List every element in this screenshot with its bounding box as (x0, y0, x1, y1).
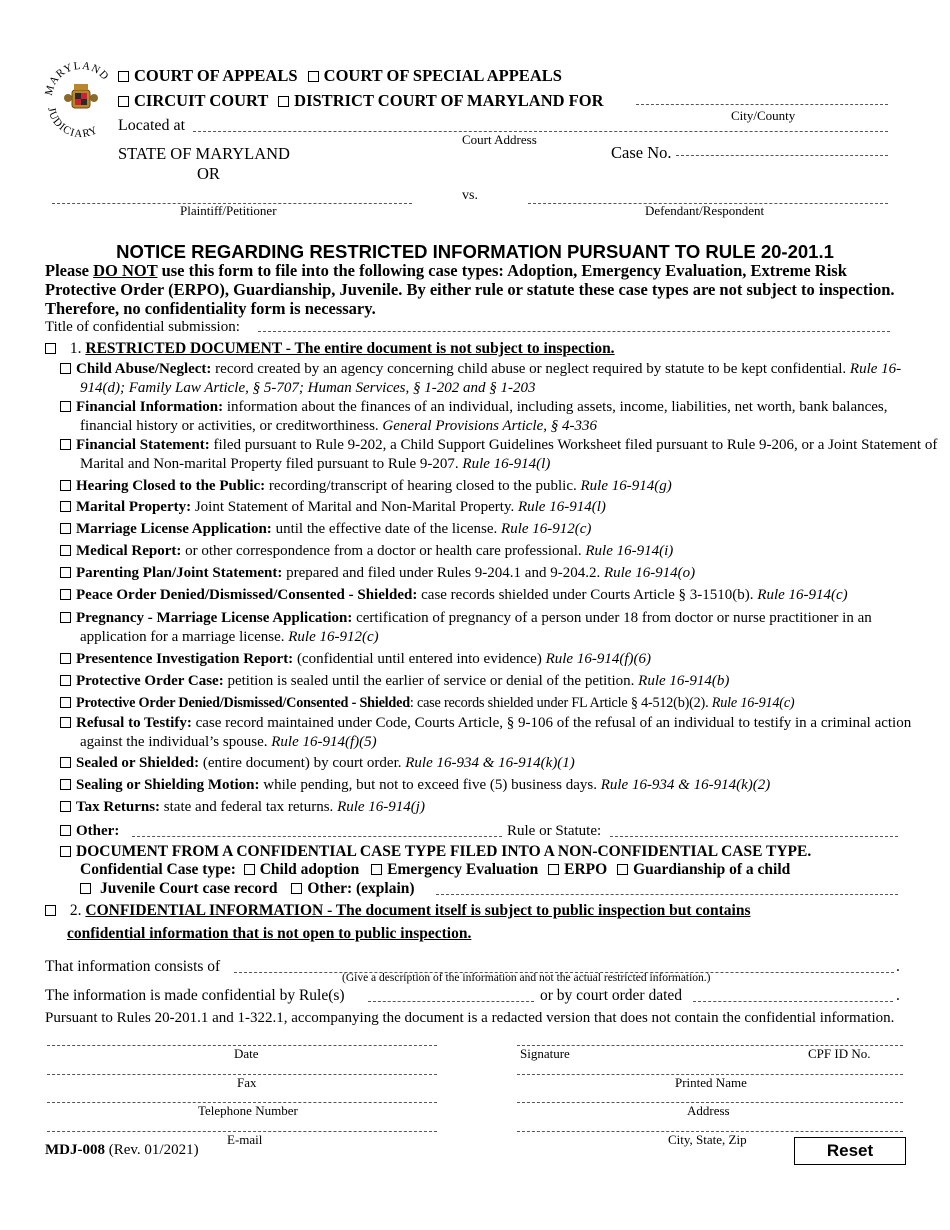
rule-or-statute-label: Rule or Statute: (507, 823, 602, 839)
vs-label: vs. (462, 188, 478, 203)
restricted-item-rule: Rule 16-914(b) (634, 673, 730, 689)
restricted-item-text: (entire document) by court order. (199, 755, 402, 771)
signature-label: Signature (520, 1046, 570, 1061)
erpo-label: ERPO (564, 861, 608, 878)
court-of-appeals-label: COURT OF APPEALS (134, 66, 298, 85)
restricted-item-rule: Rule 16-914(o) (600, 565, 696, 581)
restricted-item-text: (confidential until entered into evidence) (293, 651, 542, 667)
restricted-item-text: until the effective date of the license. (271, 521, 498, 537)
or-label: OR (197, 164, 220, 183)
notice-do-not: DO NOT (93, 261, 158, 280)
form-id-code: MDJ-008 (45, 1142, 105, 1158)
restricted-item-title: Protective Order Denied/Dismissed/Consented - Shielded (76, 695, 410, 711)
cpf-label: CPF ID No. (808, 1046, 871, 1061)
telephone-label: Telephone Number (198, 1103, 298, 1118)
restricted-item (60, 798, 940, 817)
restricted-item-checkbox[interactable] (60, 779, 71, 790)
restricted-item (60, 436, 940, 474)
case-no-label: Case No. (611, 143, 672, 162)
restricted-item-rule: Rule 16-914(i) (581, 543, 674, 559)
restricted-item-rule: Rule 16-914(l) (458, 456, 551, 472)
restricted-item-text: information about the finances of an individual, including assets, income, liabilities, net worth, bank balances, financial history or activities, or creditworthiness. (80, 399, 888, 434)
restricted-item-rule: Rule 16-912(c) (284, 629, 379, 645)
court-address-label: Court Address (462, 132, 537, 147)
made-confidential-label: The information is made confidential by Rule(s) (45, 987, 345, 1004)
title-of-submission-label: Title of confidential submission: (45, 319, 240, 335)
restricted-item-checkbox[interactable] (60, 567, 71, 578)
restricted-item (60, 498, 940, 517)
restricted-item-title: Pregnancy - Marriage License Application: (76, 610, 353, 626)
restricted-item-title: Marital Property: (76, 499, 192, 515)
restricted-item-rule: Rule 16-914(g) (576, 478, 672, 494)
restricted-item-title: Parenting Plan/Joint Statement: (76, 565, 283, 581)
court-order-date-field[interactable] (693, 1001, 893, 1002)
restricted-item-title: Child Abuse/Neglect: (76, 361, 212, 377)
restricted-item (60, 564, 940, 583)
restricted-item-title: Financial Information: (76, 399, 224, 415)
restricted-item-checkbox[interactable] (60, 675, 71, 686)
other-explain-label: Other: (explain) (307, 880, 415, 897)
restricted-item (60, 650, 940, 669)
district-court-label: DISTRICT COURT OF MARYLAND FOR (294, 91, 604, 110)
period-1: . (896, 958, 900, 975)
restricted-item (60, 776, 940, 795)
restricted-item (60, 694, 940, 713)
other-explain-checkbox[interactable] (291, 883, 302, 894)
pursuant-text: Pursuant to Rules 20-201.1 and 1-322.1, accompanying the document is a redacted version that does not contain the confidential information. (45, 1010, 895, 1026)
restricted-item (60, 754, 940, 773)
plaintiff-label: Plaintiff/Petitioner (180, 203, 277, 218)
circuit-court-label: CIRCUIT COURT (134, 91, 269, 110)
conf-case-type-row (80, 861, 790, 879)
restricted-item (60, 586, 940, 605)
court-of-special-appeals-label: COURT OF SPECIAL APPEALS (323, 66, 562, 85)
court-address-field[interactable] (193, 131, 888, 132)
restricted-item-text: state and federal tax returns. (160, 799, 334, 815)
section1-heading (45, 340, 615, 358)
located-at-label: Located at (118, 117, 186, 134)
address-label: Address (687, 1103, 730, 1118)
other-label: Other: (76, 823, 120, 839)
confidential-information-checkbox[interactable] (45, 905, 56, 916)
erpo-checkbox[interactable] (548, 864, 559, 875)
city-state-zip-label: City, State, Zip (668, 1132, 747, 1147)
emergency-evaluation-label: Emergency Evaluation (387, 861, 539, 878)
restricted-item-checkbox[interactable] (60, 801, 71, 812)
restricted-item-title: Refusal to Testify: (76, 715, 192, 731)
restricted-item-rule: Rule 16-912(c) (497, 521, 592, 537)
city-county-field[interactable] (636, 104, 888, 105)
case-no-field[interactable] (676, 155, 888, 156)
restricted-item-checkbox[interactable] (60, 612, 71, 623)
restricted-item-title: Sealing or Shielding Motion: (76, 777, 260, 793)
restricted-item-text: certification of pregnancy of a person under 18 from doctor or nurse practitioner in an application for a marriage license. (80, 610, 872, 645)
restricted-item-text: : case records shielded under FL Article § 4-512(b)(2). (409, 695, 709, 711)
restricted-item-text: case records shielded under Courts Article § 3-1510(b). (417, 587, 754, 603)
restricted-item-checkbox[interactable] (60, 439, 71, 450)
restricted-item (60, 672, 940, 691)
court-of-appeals-checkbox[interactable] (118, 71, 129, 82)
section1-number: 1. (69, 340, 82, 357)
juvenile-checkbox[interactable] (80, 883, 91, 894)
restricted-item-checkbox[interactable] (60, 545, 71, 556)
section1-title: RESTRICTED DOCUMENT - The entire document is not subject to inspection. (85, 340, 615, 357)
restricted-item-title: Sealed or Shielded: (76, 755, 200, 771)
restricted-item-rule: Rule 16-914(c) (708, 695, 795, 711)
printed-name-label: Printed Name (675, 1075, 747, 1090)
notice-title: NOTICE REGARDING RESTRICTED INFORMATION PURSUANT TO RULE 20-201.1 (116, 241, 834, 262)
conf-doc-label: DOCUMENT FROM A CONFIDENTIAL CASE TYPE FILED INTO A NON-CONFIDENTIAL CASE TYPE. (76, 843, 812, 860)
restricted-item-text: Joint Statement of Marital and Non-Marital Property. (191, 499, 515, 515)
restricted-item-rule: General Provisions Article, § 4-336 (378, 418, 597, 434)
restricted-item (60, 542, 940, 561)
notice-intro-pre: Please (45, 261, 94, 280)
restricted-item (60, 398, 940, 436)
restricted-item-rule: Rule 16-934 & 16-914(k)(2) (596, 777, 771, 793)
consists-of-label: That information consists of (45, 958, 221, 975)
fax-label: Fax (237, 1075, 257, 1090)
emergency-evaluation-checkbox[interactable] (371, 864, 382, 875)
restricted-item-rule: Rule 16-914(j) (333, 799, 425, 815)
defendant-label: Defendant/Respondent (645, 203, 765, 218)
district-court-checkbox[interactable] (278, 96, 289, 107)
date-label: Date (234, 1046, 259, 1061)
section2-heading (45, 902, 751, 920)
city-county-label: City/County (731, 108, 796, 123)
reset-button[interactable]: Reset (794, 1137, 906, 1165)
restricted-item-title: Medical Report: (76, 543, 182, 559)
description-hint: (Give a description of the information and not the actual restricted information.) (342, 972, 711, 984)
restricted-item-checkbox[interactable] (60, 523, 71, 534)
child-adoption-label: Child adoption (259, 861, 360, 878)
restricted-item (60, 714, 940, 752)
restricted-item-checkbox[interactable] (60, 480, 71, 491)
restricted-item-checkbox[interactable] (60, 653, 71, 664)
restricted-item-rule: Rule 16-914(f)(5) (267, 734, 377, 750)
conf-case-type-row2 (80, 880, 415, 898)
guardianship-checkbox[interactable] (617, 864, 628, 875)
restricted-item-checkbox[interactable] (60, 401, 71, 412)
restricted-item-rule: Rule 16-914(d); Family Law Article, § 5-707; Human Services, § 1-202 and § 1-203 (80, 361, 902, 396)
maryland-judiciary-seal (44, 60, 118, 140)
period-2: . (896, 987, 900, 1004)
child-adoption-checkbox[interactable] (244, 864, 255, 875)
notice-intro-rest: use this form to file into the following case types: Adoption, Emergency Evaluation, Extreme Risk Protective Order (ERPO), Guardianship, Juvenile. By either rule or statute these case types are not subject to inspection. Therefore, no confidentiality form is necessary. (45, 261, 895, 318)
email-label: E-mail (227, 1132, 263, 1147)
restricted-item-rule: Rule 16-934 & 16-914(k)(1) (401, 755, 575, 771)
restricted-item-text: recording/transcript of hearing closed to the public. (265, 478, 577, 494)
state-of-maryland: STATE OF MARYLAND (118, 144, 290, 163)
restricted-item (60, 520, 940, 539)
restricted-item-title: Protective Order Case: (76, 673, 224, 689)
restricted-item-rule: Rule 16-914(f)(6) (541, 651, 651, 667)
restricted-item-text: or other correspondence from a doctor or health care professional. (181, 543, 582, 559)
juvenile-label: Juvenile Court case record (100, 880, 278, 897)
restricted-item-title: Financial Statement: (76, 437, 210, 453)
restricted-item-title: Tax Returns: (76, 799, 161, 815)
restricted-item-text: record created by an agency concerning child abuse or neglect required by statute to be kept confidential. (211, 361, 847, 377)
restricted-item-checkbox[interactable] (60, 757, 71, 768)
conf-doc-checkbox[interactable] (60, 846, 71, 857)
svg-text:JUDICIARY (45, 106, 100, 140)
restricted-item-title: Presentence Investigation Report: (76, 651, 294, 667)
restricted-item-checkbox[interactable] (60, 501, 71, 512)
section2-number: 2. (69, 902, 82, 919)
conf-doc-row (60, 843, 811, 861)
restricted-item-title: Peace Order Denied/Dismissed/Consented - Shielded: (76, 587, 418, 603)
court-order-label: or by court order dated (540, 987, 683, 1004)
section2-title-line2: confidential information that is not open to public inspection. (67, 925, 472, 942)
title-of-submission-field[interactable] (258, 331, 890, 332)
rules-field[interactable] (368, 1001, 534, 1002)
restricted-item-checkbox[interactable] (60, 589, 71, 600)
restricted-item-text: while pending, but not to exceed five (5) business days. (259, 777, 597, 793)
restricted-document-checkbox[interactable] (45, 343, 56, 354)
restricted-item (60, 360, 940, 398)
restricted-item-title: Marriage License Application: (76, 521, 272, 537)
restricted-item-rule: Rule 16-914(c) (753, 587, 848, 603)
other-checkbox[interactable] (60, 825, 71, 836)
restricted-item-rule: Rule 16-914(l) (514, 499, 606, 515)
restricted-item (60, 477, 940, 496)
guardianship-label: Guardianship of a child (633, 861, 791, 878)
form-revision: (Rev. 01/2021) (105, 1142, 199, 1158)
other-explain-field[interactable] (436, 894, 898, 895)
rule-or-statute-field[interactable] (610, 836, 898, 837)
restricted-item-checkbox[interactable] (60, 717, 71, 728)
form-id (45, 1142, 199, 1159)
restricted-item-text: case record maintained under Code, Courts Article, § 9-106 of the refusal of an individual to testify in a criminal action against the individual’s spouse. (80, 715, 912, 750)
circuit-court-checkbox[interactable] (118, 96, 129, 107)
restricted-item (60, 609, 940, 647)
restricted-item-text: prepared and filed under Rules 9-204.1 and 9-204.2. (282, 565, 601, 581)
section2-title-line1: CONFIDENTIAL INFORMATION - The document itself is subject to public inspection but contains (85, 902, 751, 919)
other-field[interactable] (132, 836, 502, 837)
notice-intro (45, 261, 905, 318)
restricted-item-checkbox[interactable] (60, 363, 71, 374)
restricted-item-text: filed pursuant to Rule 9-202, a Child Support Guidelines Worksheet filed pursuant to Rule 9-206, or a Joint Statement of Marital and Non-marital Property filed pursuant to Rule 9-207. (80, 437, 938, 472)
restricted-item-title: Hearing Closed to the Public: (76, 478, 266, 494)
seal-bottom-text: JUDICIARY (45, 106, 101, 140)
restricted-item-checkbox[interactable] (60, 697, 71, 708)
seal-top-text: MARYLAND (44, 60, 112, 97)
other-row (60, 823, 119, 840)
court-of-special-appeals-checkbox[interactable] (308, 71, 319, 82)
restricted-item-text: petition is sealed until the earlier of service or denial of the petition. (223, 673, 635, 689)
conf-case-type-label: Confidential Case type: (80, 861, 236, 878)
